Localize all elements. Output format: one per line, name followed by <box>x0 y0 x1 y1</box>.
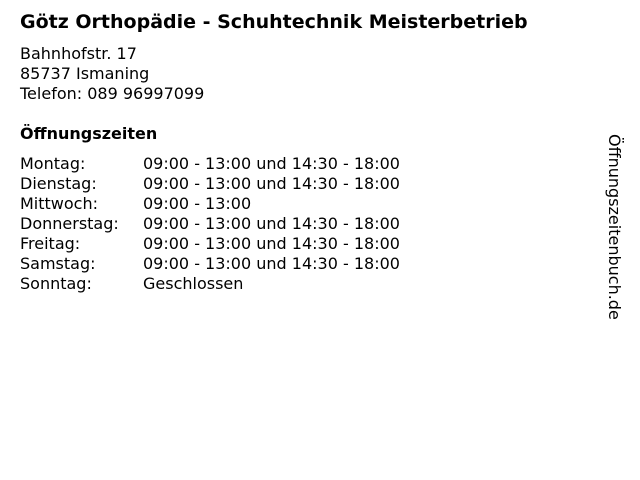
hours-day: Montag: <box>20 154 86 173</box>
hours-time: 09:00 - 13:00 und 14:30 - 18:00 <box>143 174 400 193</box>
side-brand-watermark: Öffnungszeitenbuch.de <box>605 134 624 320</box>
hours-day: Dienstag: <box>20 174 97 193</box>
hours-row <box>20 174 400 194</box>
hours-time: 09:00 - 13:00 und 14:30 - 18:00 <box>143 254 400 273</box>
hours-day: Donnerstag: <box>20 214 119 233</box>
hours-day: Mittwoch: <box>20 194 98 213</box>
hours-time: Geschlossen <box>143 274 244 293</box>
hours-row <box>20 254 400 274</box>
hours-time: 09:00 - 13:00 <box>143 194 252 213</box>
hours-row <box>20 154 400 174</box>
hours-day: Freitag: <box>20 234 81 253</box>
hours-row <box>20 274 400 294</box>
opening-hours-heading: Öffnungszeiten <box>20 124 158 143</box>
hours-time: 09:00 - 13:00 und 14:30 - 18:00 <box>143 214 400 233</box>
phone-number: Telefon: 089 96997099 <box>20 84 205 103</box>
hours-time: 09:00 - 13:00 und 14:30 - 18:00 <box>143 234 400 253</box>
opening-hours-table <box>20 154 400 294</box>
hours-time: 09:00 - 13:00 und 14:30 - 18:00 <box>143 154 400 173</box>
city-address: 85737 Ismaning <box>20 64 150 83</box>
hours-row <box>20 214 400 234</box>
hours-row <box>20 194 400 214</box>
business-name: Götz Orthopädie - Schuhtechnik Meisterbetrieb <box>20 11 528 33</box>
hours-day: Sonntag: <box>20 274 92 293</box>
hours-row <box>20 234 400 254</box>
street-address: Bahnhofstr. 17 <box>20 44 137 63</box>
hours-day: Samstag: <box>20 254 96 273</box>
address-block <box>20 44 204 104</box>
